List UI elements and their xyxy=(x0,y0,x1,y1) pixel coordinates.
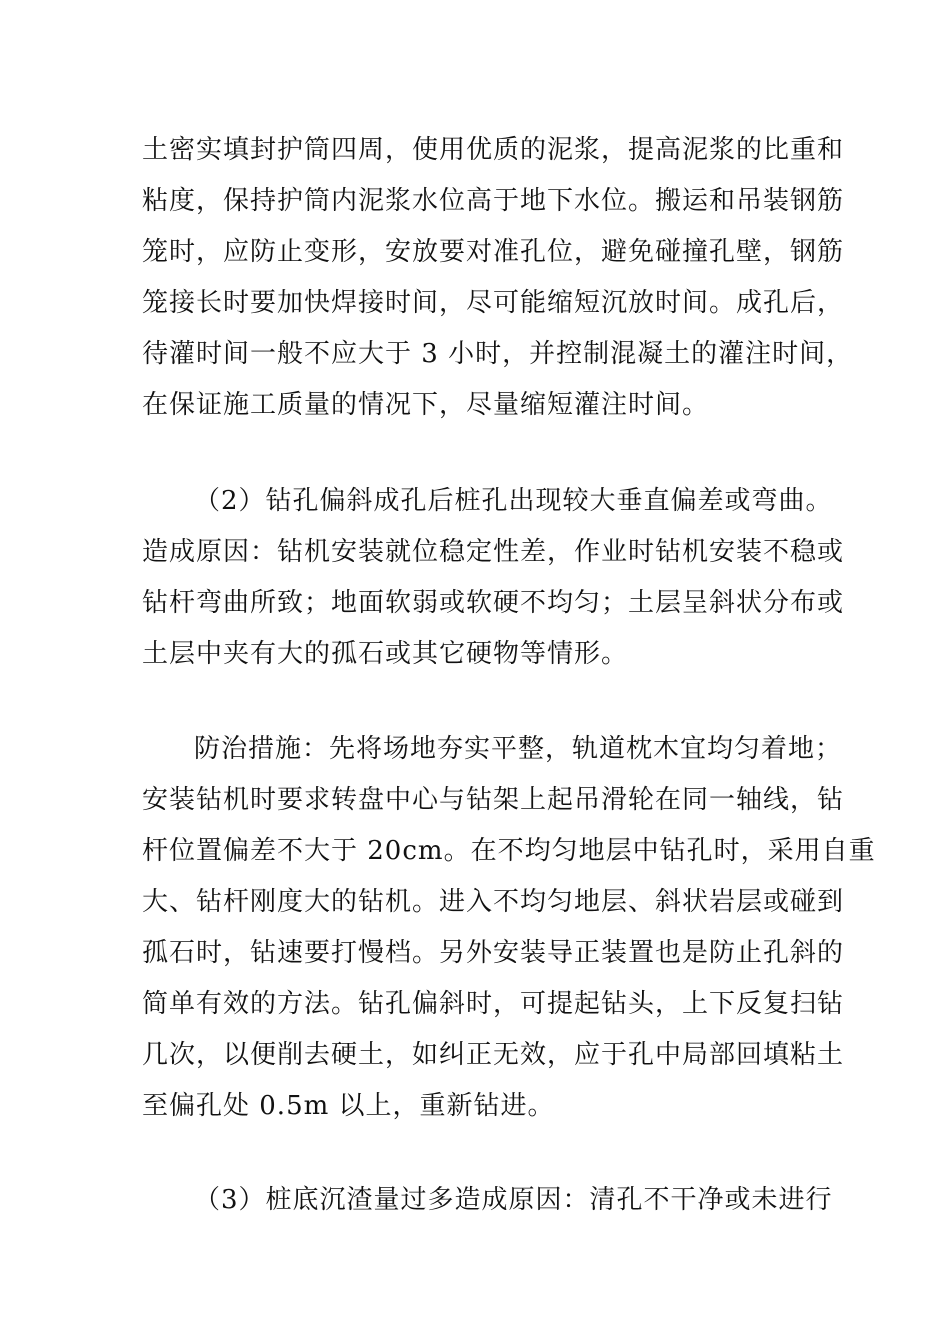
text-line: 至偏孔处 0.5m 以上，重新钻进。 xyxy=(142,1091,555,1121)
text-line: 造成原因：钻机安装就位稳定性差，作业时钻机安装不稳或 xyxy=(142,537,845,567)
text-line: 笼接长时要加快焊接时间，尽可能缩短沉放时间。成孔后， xyxy=(142,288,845,318)
text-line: 杆位置偏差不大于 20cm。在不均匀地层中钻孔时，采用自重 xyxy=(142,836,876,866)
text-line: 防治措施：先将场地夯实平整，轨道枕木宜均匀着地； xyxy=(194,734,843,764)
paragraph-hole-deviation-cause xyxy=(142,476,845,680)
text-line: 土层中夹有大的孤石或其它硬物等情形。 xyxy=(142,639,629,669)
text-line: 粘度，保持护筒内泥浆水位高于地下水位。搬运和吊装钢筋 xyxy=(142,186,845,216)
text-line: 安装钻机时要求转盘中心与钻架上起吊滑轮在同一轴线，钻 xyxy=(142,785,845,815)
text-line: 钻杆弯曲所致；地面软弱或软硬不均匀；土层呈斜状分布或 xyxy=(142,588,845,618)
paragraph-hole-collapse-prevention xyxy=(142,125,854,431)
text-line: 土密实填封护筒四周，使用优质的泥浆，提高泥浆的比重和 xyxy=(142,135,845,165)
text-line: 几次，以便削去硬土，如纠正无效，应于孔中局部回填粘土 xyxy=(142,1040,845,1070)
text-line: 待灌时间一般不应大于 3 小时，并控制混凝土的灌注时间， xyxy=(142,339,854,369)
paragraph-hole-deviation-prevention xyxy=(142,724,876,1132)
text-line: 大、钻杆刚度大的钻机。进入不均匀地层、斜状岩层或碰到 xyxy=(142,887,845,917)
text-line: 笼时，应防止变形，安放要对准孔位，避免碰撞孔壁，钢筋 xyxy=(142,237,845,267)
text-line: 简单有效的方法。钻孔偏斜时，可提起钻头，上下反复扫钻 xyxy=(142,989,845,1019)
text-line: （2）钻孔偏斜成孔后桩孔出现较大垂直偏差或弯曲。 xyxy=(194,486,833,516)
text-line: 孤石时，钻速要打慢档。另外安装导正装置也是防止孔斜的 xyxy=(142,938,845,968)
text-line: （3）桩底沉渣量过多造成原因：清孔不干净或未进行 xyxy=(194,1185,833,1215)
paragraph-sediment-cause xyxy=(142,1175,833,1226)
text-line: 在保证施工质量的情况下，尽量缩短灌注时间。 xyxy=(142,390,710,420)
